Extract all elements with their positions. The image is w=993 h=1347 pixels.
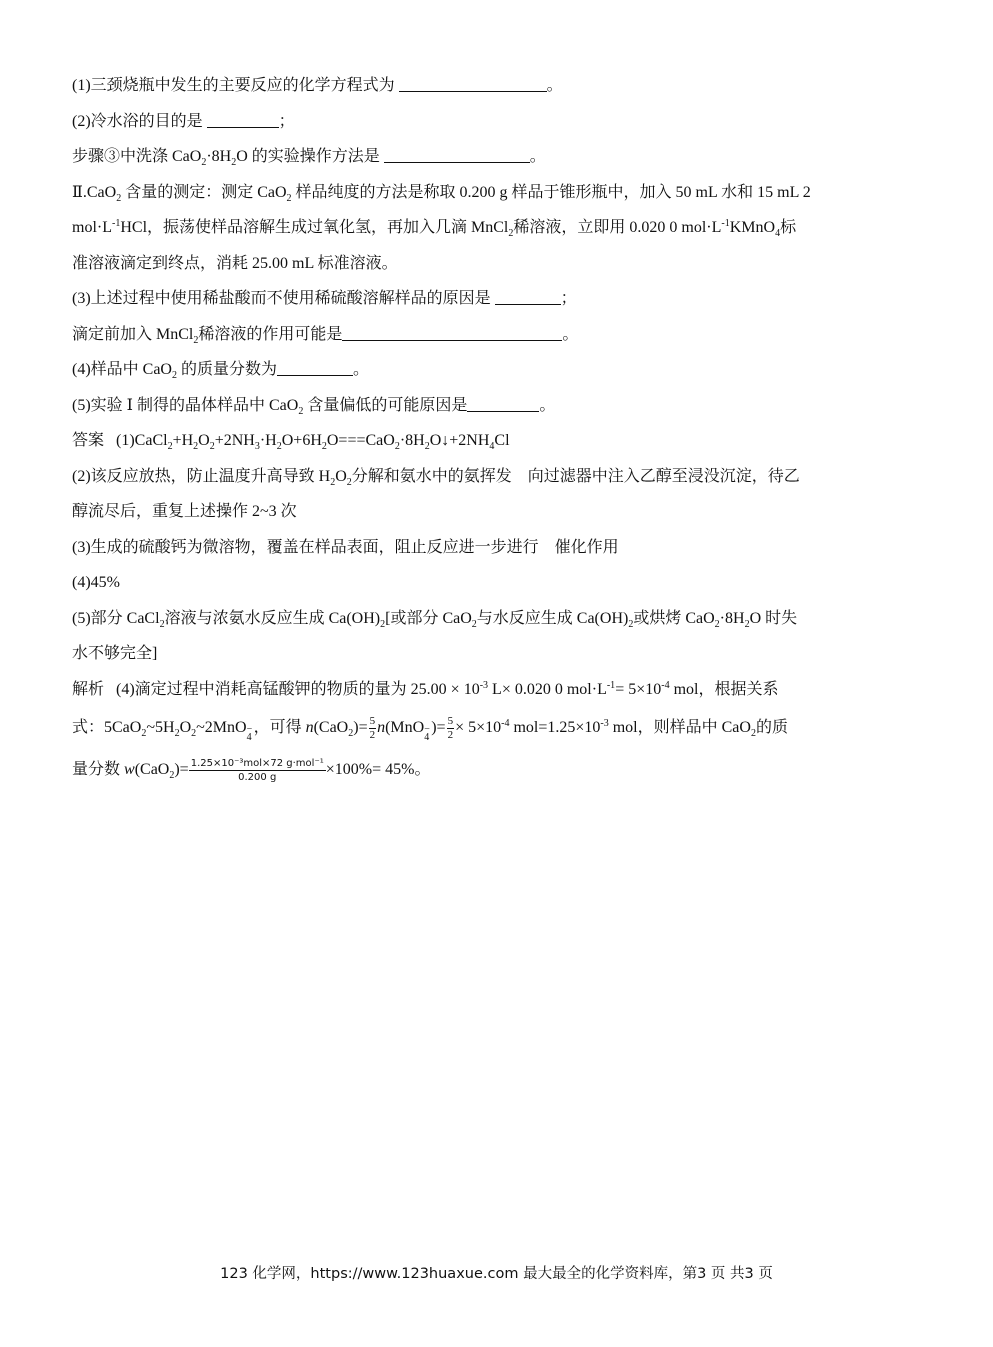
page-footer: 123 化学网，https://www.123huaxue.com 最大最全的化学资料库，第3 页 共3 页: [220, 1266, 773, 1282]
answer-blank: [399, 73, 547, 92]
answer-label: 答案: [72, 432, 105, 449]
answer-blank: [384, 144, 530, 163]
answer-blank: [342, 322, 562, 341]
question-3b: 滴定前加入 MnCl$_2$稀溶液的作用可能是 。: [72, 317, 922, 353]
answer-4: (4)45%: [72, 574, 120, 591]
part2-line2: $mol\cdot L^{-1}HCl$，振荡使样品溶解生成过氧化氢，再加入几滴 MnCl$_2$稀溶液，立即用 0.020 0 $mol\cdot L^{-1}KMnO_4$标: [72, 218, 797, 239]
part2-line1: Ⅱ.CaO$_2$ 含量的测定：测定 CaO$_2$ 样品纯度的方法是称取 0.200 g 样品于锥形瓶中，加入 50 mL 水和 15 mL 2: [72, 183, 811, 204]
question-4: (4)样品中 CaO$_2$ 的质量分数为 。: [72, 352, 922, 388]
answer-blank: [467, 393, 539, 412]
answer-blank: [277, 357, 353, 376]
question-1: (1)三颈烧瓶中发生的主要反应的化学方程式为 。: [72, 68, 922, 104]
mass-fraction-formula: $\frac{\text{1.25×10⁻³mol×72 g·mol⁻¹}}{0.200 g}$: [190, 757, 324, 783]
answer-blank: [207, 109, 279, 128]
document-body: [72, 68, 922, 791]
answer-5-line1: (5)部分 CaCl$_2$溶液与浓氨水反应生成 $Ca(OH)_2$[或部分 CaO$_2$与水反应生成 $Ca(OH)_2$或烘烤 $CaO_2\cdot 8H_2O$ 时失: [72, 609, 798, 630]
question-2: (2)冷水浴的目的是 ；: [72, 104, 922, 140]
part2-line3: 准溶液滴定到终点，消耗 25.00 mL 标准溶液。: [72, 254, 398, 272]
answer-3: (3)生成的硫酸钙为微溶物，覆盖在样品表面，阻止反应进一步进行 催化作用: [72, 538, 619, 556]
answer-blank: [495, 286, 561, 305]
question-3: (3)上述过程中使用稀盐酸而不使用稀硫酸溶解样品的原因是 ；: [72, 281, 922, 317]
answer-5-line2: 水不够完全]: [72, 645, 158, 662]
analysis-line1: 解析 (4)滴定过程中消耗高锰酸钾的物质的量为 $25.00 \times 10^{-3}$ L× 0.020 0 $mol\cdot L^{-1}= 5\times 10^{-4}$ mol，根据关系: [72, 679, 779, 698]
answer-2-line1: (2)该反应放热，防止温度升高导致 $H_2O_2$分解和氨水中的氨挥发 向过滤器中注入乙醇至浸没沉淀，待乙: [72, 467, 800, 488]
analysis-label: 解析: [72, 680, 105, 698]
answer-2-line2: 醇流尽后，重复上述操作 2~3 次: [72, 503, 297, 520]
analysis-line2: 式：$5CaO_2\sim 5H_2O_2\sim 2MnO$ − 4 ，可得 n(CaO$_2$)= $\frac{5}{2}$ n(MnO − 4 )= $\frac{5}{2}$ × $5\times 10^{-4}$ $mol=1.25\times 10^{-3}$ mol，则样品中 CaO$_2$的质: [72, 714, 788, 743]
question-5: (5)实验 Ⅰ 制得的晶体样品中 CaO$_2$ 含量偏低的可能原因是 。: [72, 388, 922, 424]
answer-1: 答案 $(1)CaCl_2+H_2O_2+2NH_3\cdot H_2O+6H_2O===CaO_2\cdot 8H_2O↓+2NH_4Cl$: [72, 432, 510, 452]
analysis-line3: 量分数 w(CaO$_2$)= $\frac{\text{1.25×10⁻³mol×72 g·mol⁻¹}}{0.200 g}$ ×100%= 45%。: [72, 757, 431, 783]
fraction-five-halves: $\frac{5}{2}$: [369, 714, 376, 741]
fraction-five-halves: $\frac{5}{2}$: [447, 714, 454, 741]
question-step3: 步骤③中洗涤 $CaO_2\cdot 8H_2O$ 的实验操作方法是 。: [72, 139, 922, 175]
